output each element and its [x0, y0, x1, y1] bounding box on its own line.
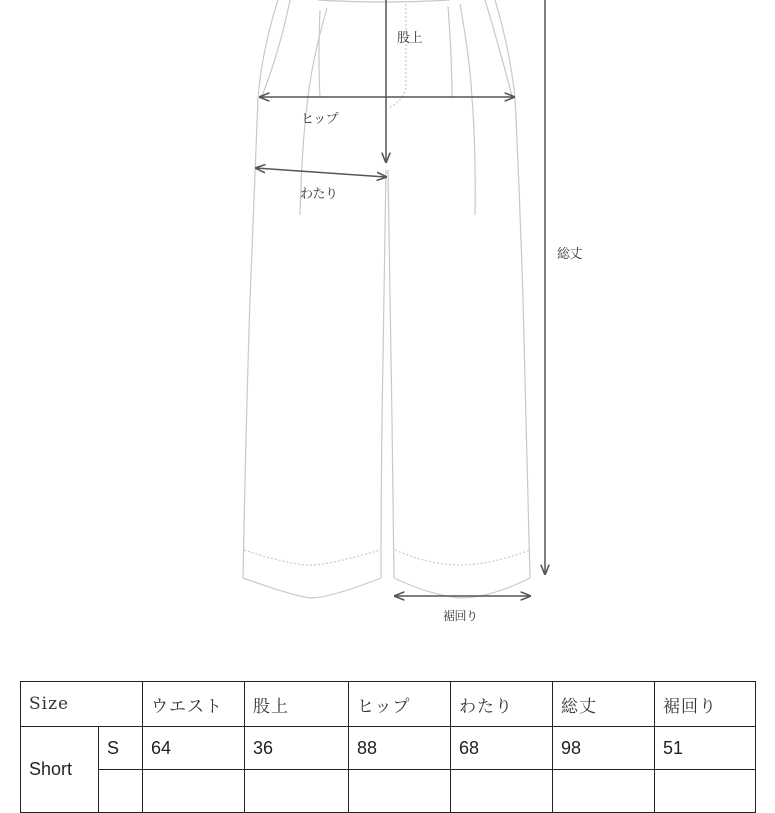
- hip-label: ヒップ: [301, 112, 339, 127]
- header-hip: ヒップ: [349, 682, 451, 727]
- rise-label: 股上: [397, 31, 423, 46]
- table-header-row: [21, 682, 756, 727]
- row-group-label: Short: [21, 727, 99, 813]
- cell-total-length: 98: [553, 727, 655, 770]
- hem-label: 裾回り: [443, 609, 478, 623]
- cell-empty: [655, 770, 756, 813]
- table-row: [21, 727, 756, 770]
- cell-rise: 36: [245, 727, 349, 770]
- measurement-arrows: [256, 0, 545, 596]
- cell-hip: 88: [349, 727, 451, 770]
- thigh-label: わたり: [300, 187, 338, 202]
- size-table: [20, 681, 756, 813]
- cell-empty: [553, 770, 655, 813]
- row-size: S: [99, 727, 143, 770]
- header-hem: 裾回り: [655, 682, 756, 727]
- cell-empty: [99, 770, 143, 813]
- header-rise: 股上: [245, 682, 349, 727]
- cell-hem: 51: [655, 727, 756, 770]
- cell-waist: 64: [143, 727, 245, 770]
- table-row-partial: [21, 770, 756, 813]
- header-size: Size: [21, 682, 143, 727]
- cell-thigh: 68: [451, 727, 553, 770]
- header-total-length: 総丈: [553, 682, 655, 727]
- header-waist: ウエスト: [143, 682, 245, 727]
- header-thigh: わたり: [451, 682, 553, 727]
- total-length-label: 総丈: [557, 247, 583, 262]
- thigh-arrow: [256, 168, 386, 177]
- cell-empty: [143, 770, 245, 813]
- cell-empty: [349, 770, 451, 813]
- cell-empty: [245, 770, 349, 813]
- cell-empty: [451, 770, 553, 813]
